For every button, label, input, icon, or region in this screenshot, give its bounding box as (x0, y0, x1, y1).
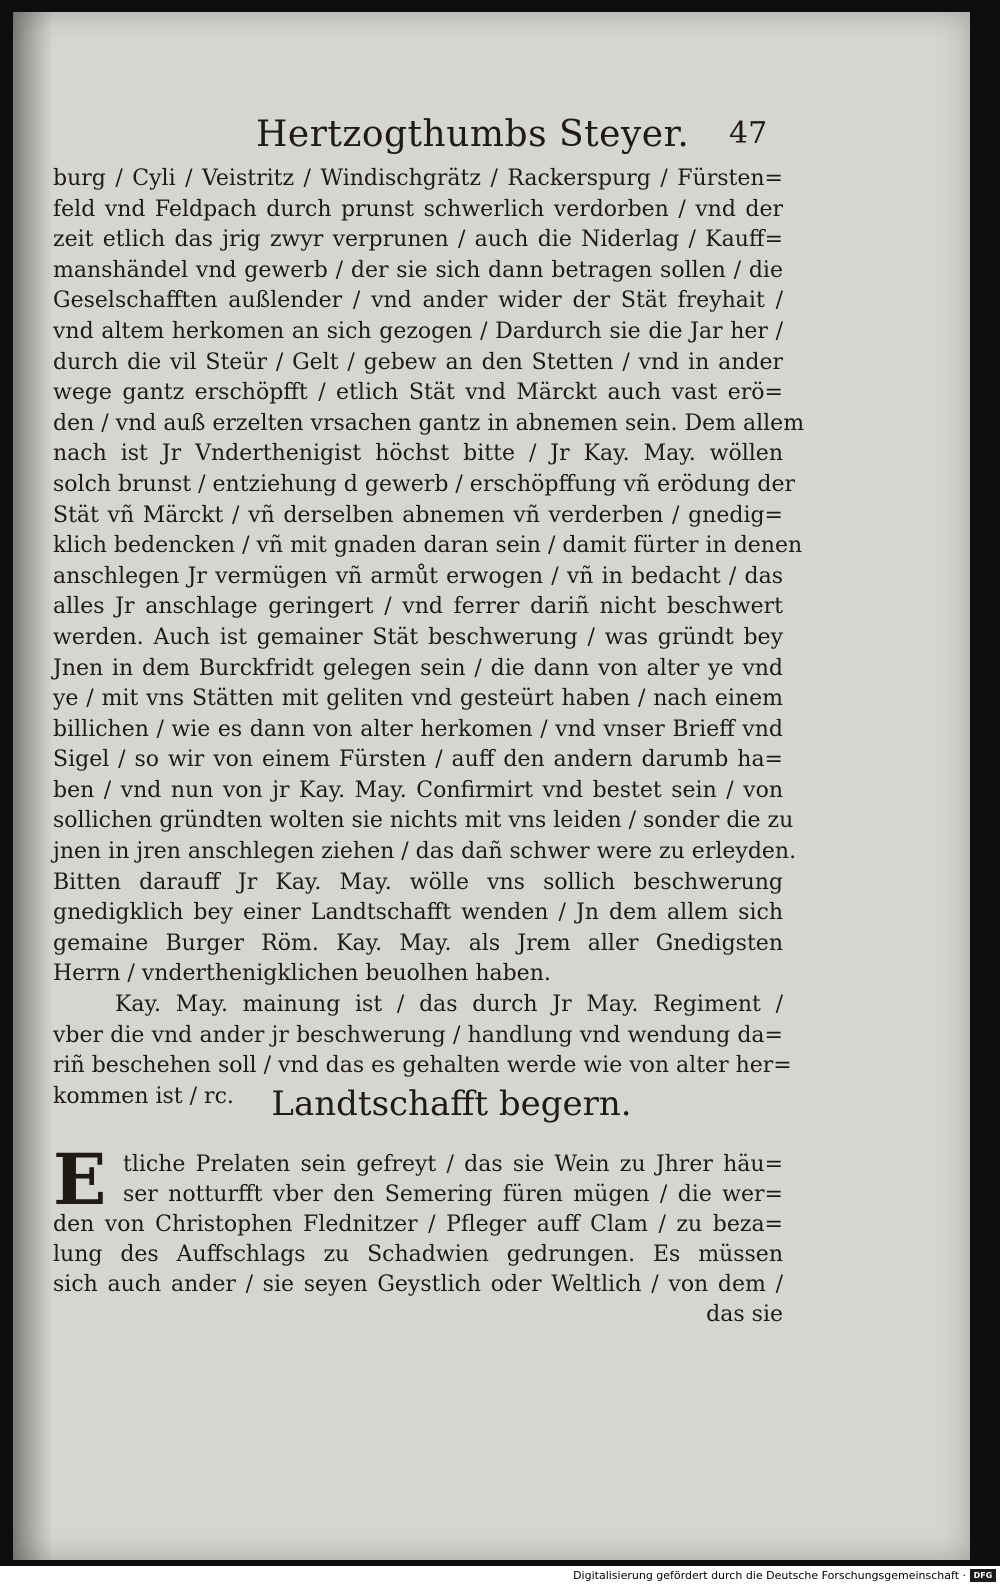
book-page (13, 12, 970, 1560)
text-line: gnedigklich bey einer Landtschafft wenden / Jn dem allem sich (53, 900, 783, 926)
page-number: 47 (729, 116, 768, 151)
text-line: durch die vil Steür / Gelt / gebew an den Stetten / vnd in ander (53, 349, 783, 375)
text-line: nach ist Jr Vnderthenigist höchst bitte / Jr Kay. May. wöllen (53, 441, 783, 467)
text-line: sollichen gründten wolten sie nichts mit vns leiden / sonder die zu (53, 808, 794, 834)
text-line: Kay. May. mainung ist / das durch Jr May. Regiment / (115, 992, 783, 1018)
text-line: alles Jr anschlage geringert / vnd ferrer dariñ nicht beschwert (53, 594, 783, 620)
text-line: ye / mit vns Stätten mit geliten vnd gesteürt haben / nach einem (53, 686, 783, 712)
text-line: klich bedencken / vñ mit gnaden daran sein / damit fürter in denen (53, 533, 803, 559)
text-line: Sigel / so wir von einem Fürsten / auff den andern darumb ha= (53, 747, 783, 773)
text-line: den / vnd auß erzelten vrsachen gantz in abnemen sein. Dem allem (53, 410, 805, 436)
text-line: manshändel vnd gewerb / der sie sich dann betragen sollen / die (53, 257, 783, 283)
initial-letter: E (53, 1138, 107, 1221)
text-line: Bitten darauff Jr Kay. May. wölle vns sollich beschwerung (53, 869, 783, 895)
footer-credit: Digitalisierung gefördert durch die Deutsche Forschungsgemeinschaft · (573, 1569, 966, 1582)
text-line: Herrn / vnderthenigklichen beuolhen haben. (53, 961, 551, 987)
text-line: burg / Cyli / Veistritz / Windischgrätz / Rackerspurg / Fürsten= (53, 166, 783, 191)
text-line: solch brunst / entziehung d gewerb / erschöpffung vñ erödung der (53, 471, 795, 497)
footer-bar (0, 1566, 1000, 1586)
text-line: riñ beschehen soll / vnd das es gehalten werde wie von alter her= (53, 1053, 792, 1079)
text-line: vnd altem herkomen an sich gezogen / Dardurch sie die Jar her / (53, 318, 783, 344)
text-line: billichen / wie es dann von alter herkomen / vnd vnser Brieff vnd (53, 716, 783, 742)
text-line: ser notturfft vber den Semering füren mügen / die wer= (123, 1182, 783, 1207)
catchword: das sie (706, 1302, 783, 1327)
text-line: ben / vnd nun von jr Kay. May. Confirmirt vnd bestet sein / von (53, 777, 783, 803)
text-line: den von Christophen Flednitzer / Pfleger auff Clam / zu beza= (53, 1212, 783, 1237)
text-line: wege gantz erschöpfft / etlich Stät vnd Märckt auch vast erö= (53, 380, 783, 406)
text-line: lung des Auffschlags zu Schadwien gedrungen. Es müssen (53, 1242, 783, 1267)
text-line: anschlegen Jr vermügen vñ armůt erwogen / vñ in bedacht / das (53, 563, 783, 589)
text-line: sich auch ander / sie seyen Geystlich oder Weltlich / von dem / (53, 1272, 783, 1297)
text-line: Jnen in dem Burckfridt gelegen sein / die dann von alter ye vnd (53, 655, 783, 681)
text-line: Stät vñ Märckt / vñ derselben abnemen vñ verderben / gnedig= (53, 502, 783, 528)
text-line: kommen ist / rc. (53, 1083, 234, 1109)
running-title: Hertzogthumbs Steyer. (256, 114, 690, 155)
text-line: werden. Auch ist gemainer Stät beschwerung / was gründt bey (53, 624, 783, 650)
section-heading: Landtschafft begern. (271, 1084, 632, 1124)
text-line: tliche Prelaten sein gefreyt / das sie Wein zu Jhrer häu= (123, 1152, 783, 1177)
text-line: vber die vnd ander jr beschwerung / handlung vnd wendung da= (53, 1022, 783, 1048)
running-head (13, 110, 970, 170)
body-text (53, 164, 805, 1112)
dfg-logo-icon: DFG (970, 1569, 996, 1582)
text-line: gemaine Burger Röm. Kay. May. als Jrem aller Gnedigsten (53, 930, 783, 956)
text-line: feld vnd Feldpach durch prunst schwerlich verdorben / vnd der (53, 196, 783, 222)
text-line: Geselschafften außlender / vnd ander wider der Stät freyhait / (53, 288, 783, 314)
section-text (53, 1138, 783, 1330)
text-line: jnen in jren anschlegen ziehen / das dañ schwer were zu erleyden. (53, 839, 797, 865)
text-line: zeit etlich das jrig zwyr verprunen / auch die Niderlag / Kauff= (53, 227, 783, 253)
